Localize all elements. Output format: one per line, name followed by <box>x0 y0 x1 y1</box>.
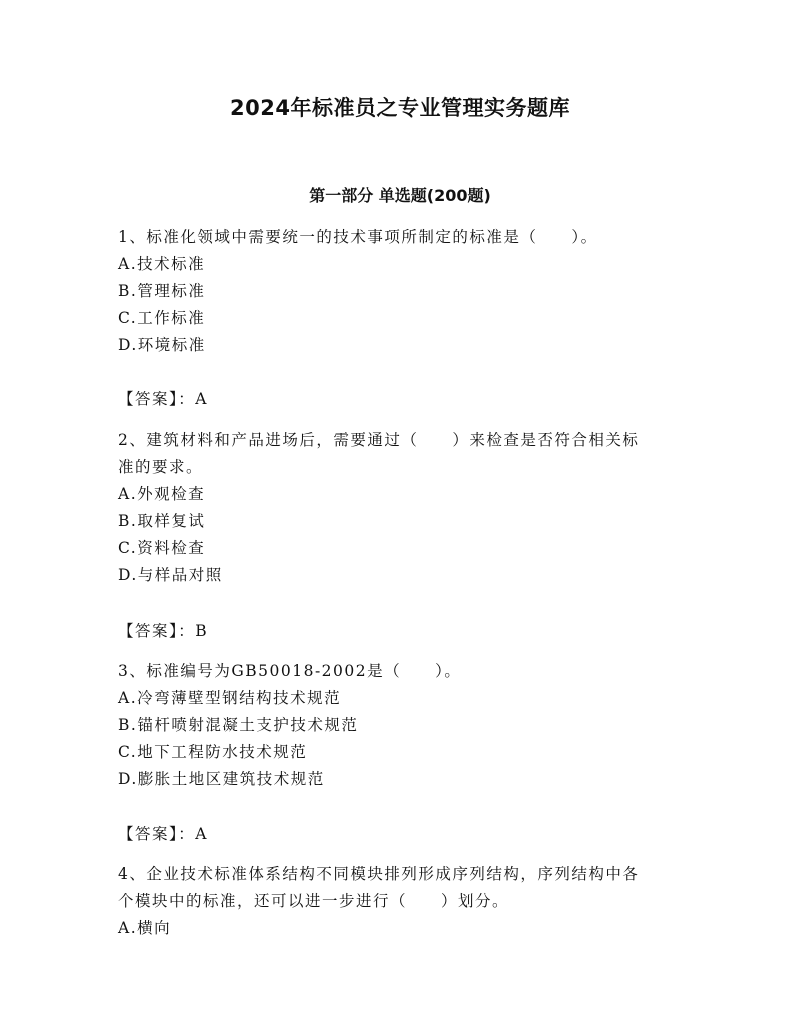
question-2-option-b: B.取样复试 <box>118 512 206 530</box>
question-2-stem-line-2: 准的要求。 <box>118 458 204 476</box>
question-2-answer: 【答案】：B <box>118 622 209 640</box>
question-4-stem-line-2: 个模块中的标准，还可以进一步进行（ ）划分。 <box>118 892 510 910</box>
question-1-answer: 【答案】：A <box>118 390 208 408</box>
question-2-option-a: A.外观检查 <box>118 485 206 503</box>
question-1-option-d: D.环境标准 <box>118 336 206 354</box>
page-title: 2024年标准员之专业管理实务题库 <box>230 96 570 120</box>
question-1-option-c: C.工作标准 <box>118 309 206 327</box>
section-heading: 第一部分 单选题(200题) <box>309 186 491 205</box>
question-4-option-a: A.横向 <box>118 919 172 937</box>
question-3-answer: 【答案】：A <box>118 825 208 843</box>
question-4-stem-line-1: 4、企业技术标准体系结构不同模块排列形成序列结构，序列结构中各 <box>118 865 640 883</box>
question-2-option-d: D.与样品对照 <box>118 566 223 584</box>
question-2-option-c: C.资料检查 <box>118 539 206 557</box>
question-3-option-b: B.锚杆喷射混凝土支护技术规范 <box>118 716 359 734</box>
question-1-option-b: B.管理标准 <box>118 282 206 300</box>
question-3-option-c: C.地下工程防水技术规范 <box>118 743 308 761</box>
question-3-option-d: D.膨胀土地区建筑技术规范 <box>118 770 325 788</box>
question-2-stem-line-1: 2、建筑材料和产品进场后，需要通过（ ）来检查是否符合相关标 <box>118 431 640 449</box>
question-1-stem: 1、标准化领域中需要统一的技术事项所制定的标准是（ ）。 <box>118 228 598 246</box>
question-3-option-a: A.冷弯薄壁型钢结构技术规范 <box>118 689 342 707</box>
question-3-stem: 3、标准编号为GB50018-2002是（ ）。 <box>118 662 462 680</box>
question-1-option-a: A.技术标准 <box>118 255 206 273</box>
